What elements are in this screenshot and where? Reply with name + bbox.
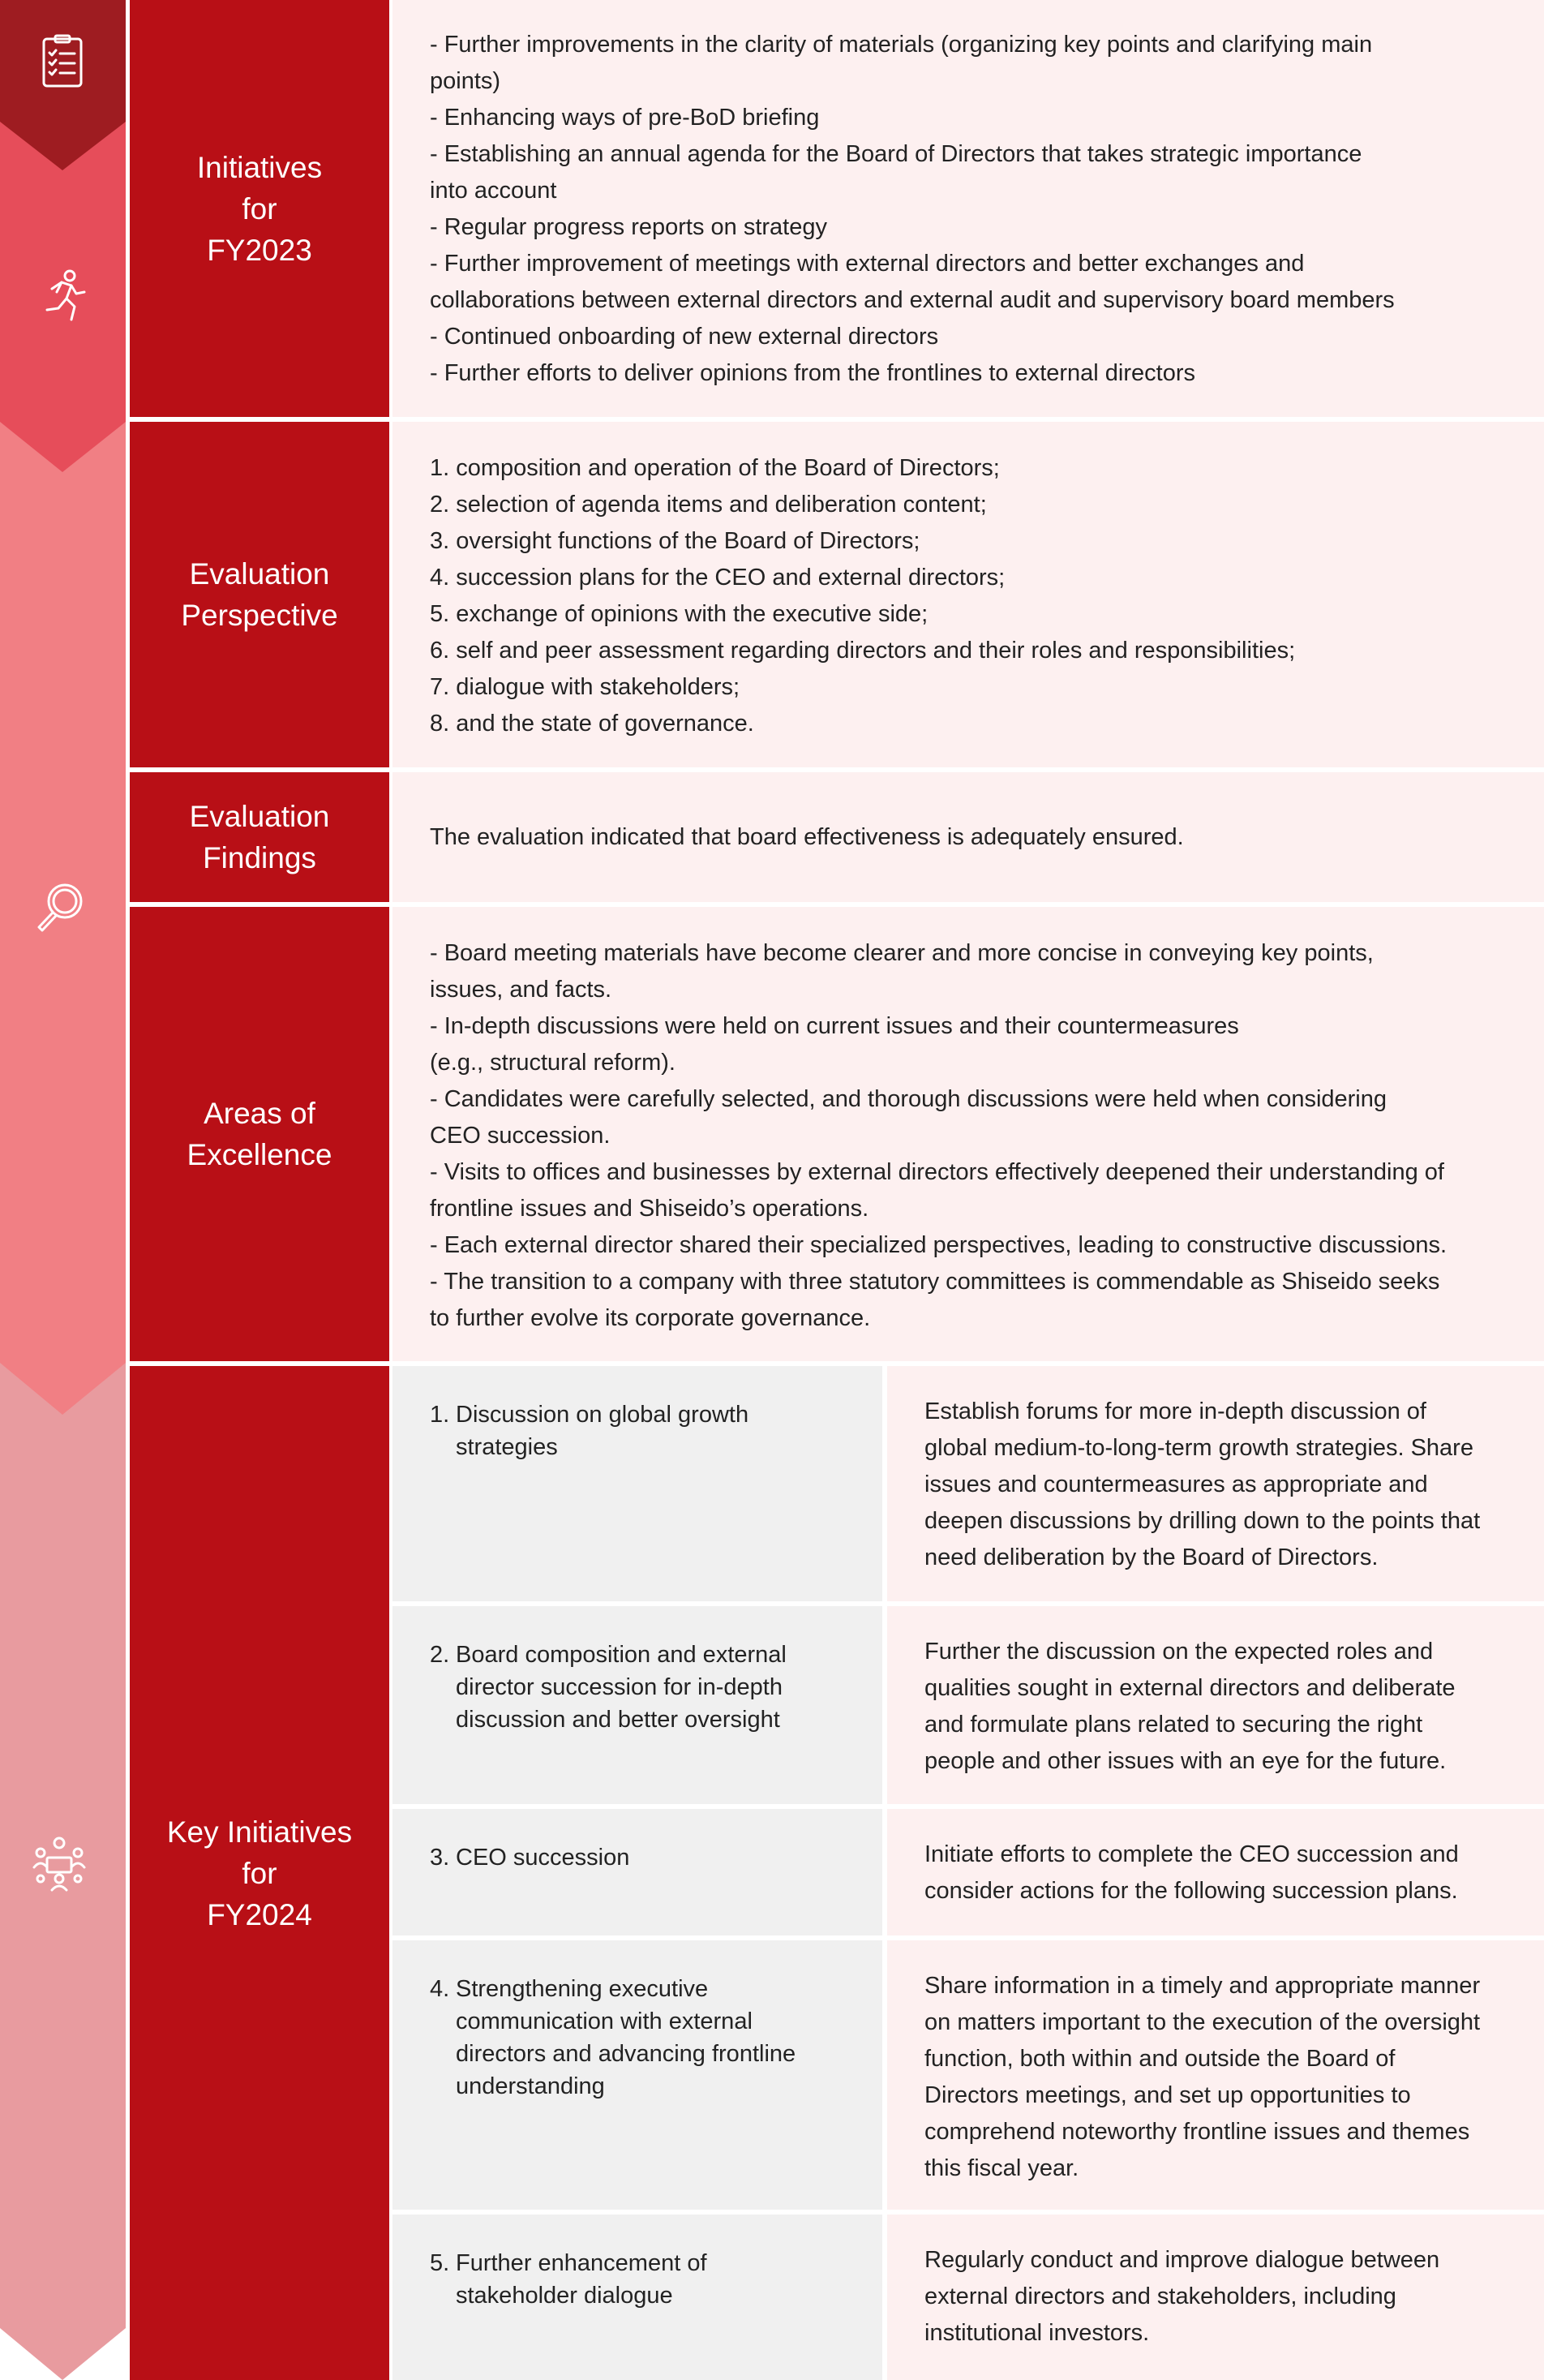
- progress-ribbon: [0, 0, 126, 2380]
- list-item: 3. oversight functions of the Board of Directors;: [430, 528, 920, 554]
- key-initiative-topic-text: CEO succession: [456, 1845, 630, 1871]
- areas-of-excellence-list: [430, 935, 1520, 1337]
- section-title-initiatives-fy2023: [130, 0, 389, 417]
- initiatives-fy2023-panel: [392, 0, 1544, 417]
- key-initiative-topic-text: Further enhancement of stakeholder dialogue: [456, 2250, 707, 2309]
- list-item: - Further improvements in the clarity of materials (organizing key points and clarifying main points): [430, 32, 1373, 94]
- list-item: 6. self and peer assessment regarding directors and their roles and responsibilities;: [430, 638, 1296, 664]
- key-initiative-detail-text: Establish forums for more in-depth discussion of global medium-to-long-term growth strategies. Share issues and countermeasures as appropriate and deepen discussions by drilling down to the points that need deliberation by the Board of Directors.: [924, 1398, 1481, 1570]
- list-item: - Establishing an annual agenda for the Board of Directors that takes strategic importance into account: [430, 141, 1362, 204]
- key-initiative-detail-4: [887, 1940, 1544, 2210]
- key-initiative-detail-text: Initiate efforts to complete the CEO succession and consider actions for the following succession plans.: [924, 1841, 1459, 1904]
- section-title-areas-of-excellence: [130, 907, 389, 1361]
- list-item: - Each external director shared their specialized perspectives, leading to constructive discussions.: [430, 1232, 1448, 1258]
- list-item: 5. exchange of opinions with the executive side;: [430, 601, 929, 627]
- list-item: - Visits to offices and businesses by external directors effectively deepened their understanding of frontline issues and Shiseido’s operations.: [430, 1159, 1444, 1222]
- areas-of-excellence-panel: [392, 907, 1544, 1361]
- magnifying-glass-icon: [31, 880, 88, 937]
- section-title-text: Evaluation Perspective: [181, 557, 338, 632]
- section-title-key-initiatives-fy2024: [130, 1366, 389, 2380]
- list-item: 2. selection of agenda items and deliberation content;: [430, 492, 987, 518]
- list-item: - Board meeting materials have become clearer and more concise in conveying key points, issues, and facts.: [430, 940, 1374, 1003]
- evaluation-perspective-panel: [392, 422, 1544, 767]
- key-initiative-topic-text: Discussion on global growth strategies: [456, 1402, 749, 1460]
- key-initiative-topic-4: [392, 1940, 882, 2210]
- list-item: 4. succession plans for the CEO and external directors;: [430, 565, 1006, 591]
- key-initiative-detail-text: Regularly conduct and improve dialogue between external directors and stakeholders, including institutional investors.: [924, 2247, 1440, 2346]
- meeting-table-icon: [31, 1835, 88, 1892]
- key-initiative-number: 4.: [430, 1976, 450, 2002]
- list-item: - The transition to a company with three statutory committees is commendable as Shiseido seeks to further evolve its corporate governance.: [430, 1269, 1440, 1331]
- key-initiative-detail-text: Further the discussion on the expected roles and qualities sought in external directors and deliberate and formulate plans related to securing the right people and other issues with an eye for the future.: [924, 1639, 1456, 1774]
- list-item: - Candidates were carefully selected, and thorough discussions were held when considering CEO succession.: [430, 1086, 1387, 1149]
- list-item: 7. dialogue with stakeholders;: [430, 674, 740, 700]
- key-initiative-topic-3: [392, 1809, 882, 1935]
- evaluation-findings-text: The evaluation indicated that board effectiveness is adequately ensured.: [430, 823, 1184, 850]
- section-title-text: Areas of Excellence: [187, 1097, 332, 1171]
- key-initiative-topic-5: [392, 2215, 882, 2380]
- initiatives-fy2023-list: [430, 27, 1520, 392]
- evaluation-findings-panel: [392, 772, 1544, 902]
- key-initiative-detail-5: [887, 2215, 1544, 2380]
- key-initiative-number: 1.: [430, 1402, 450, 1428]
- key-initiative-topic-text: Strengthening executive communication with external directors and advancing frontline understanding: [456, 1976, 796, 2099]
- section-title-text: Evaluation Findings: [189, 800, 330, 874]
- list-item: - Regular progress reports on strategy: [430, 214, 827, 240]
- list-item: 8. and the state of governance.: [430, 711, 754, 737]
- checklist-icon: [34, 32, 91, 89]
- key-initiative-number: 2.: [430, 1642, 450, 1668]
- key-initiative-number: 5.: [430, 2250, 450, 2276]
- list-item: - Enhancing ways of pre-BoD briefing: [430, 105, 820, 131]
- key-initiative-topic-text: Board composition and external director succession for in-depth discussion and better oversight: [456, 1642, 787, 1733]
- key-initiative-number: 3.: [430, 1845, 450, 1871]
- section-title-evaluation-perspective: [130, 422, 389, 767]
- key-initiative-topic-2: [392, 1606, 882, 1804]
- running-person-icon: [34, 268, 91, 324]
- list-item: 1. composition and operation of the Board of Directors;: [430, 455, 1000, 481]
- key-initiative-detail-2: [887, 1606, 1544, 1804]
- key-initiative-topic-1: [392, 1366, 882, 1601]
- section-title-text: Key Initiatives for FY2024: [166, 1815, 353, 1931]
- list-item: - In-depth discussions were held on current issues and their countermeasures (e.g., structural reform).: [430, 1013, 1239, 1076]
- key-initiative-detail-text: Share information in a timely and appropriate manner on matters important to the execution of the oversight function, both within and outside the Board of Directors meetings, and set up opportunities to comprehend noteworthy frontline issues and themes this fiscal year.: [924, 1973, 1481, 2181]
- evaluation-perspective-list: [430, 450, 1520, 742]
- list-item: - Further improvement of meetings with external directors and better exchanges and collaborations between external directors and external audit and supervisory board members: [430, 251, 1395, 313]
- section-title-evaluation-findings: [130, 772, 389, 902]
- list-item: - Continued onboarding of new external directors: [430, 324, 939, 350]
- list-item: - Further efforts to deliver opinions from the frontlines to external directors: [430, 360, 1196, 386]
- key-initiative-detail-3: [887, 1809, 1544, 1935]
- section-title-text: Initiatives for FY2023: [196, 150, 323, 267]
- key-initiative-detail-1: [887, 1366, 1544, 1601]
